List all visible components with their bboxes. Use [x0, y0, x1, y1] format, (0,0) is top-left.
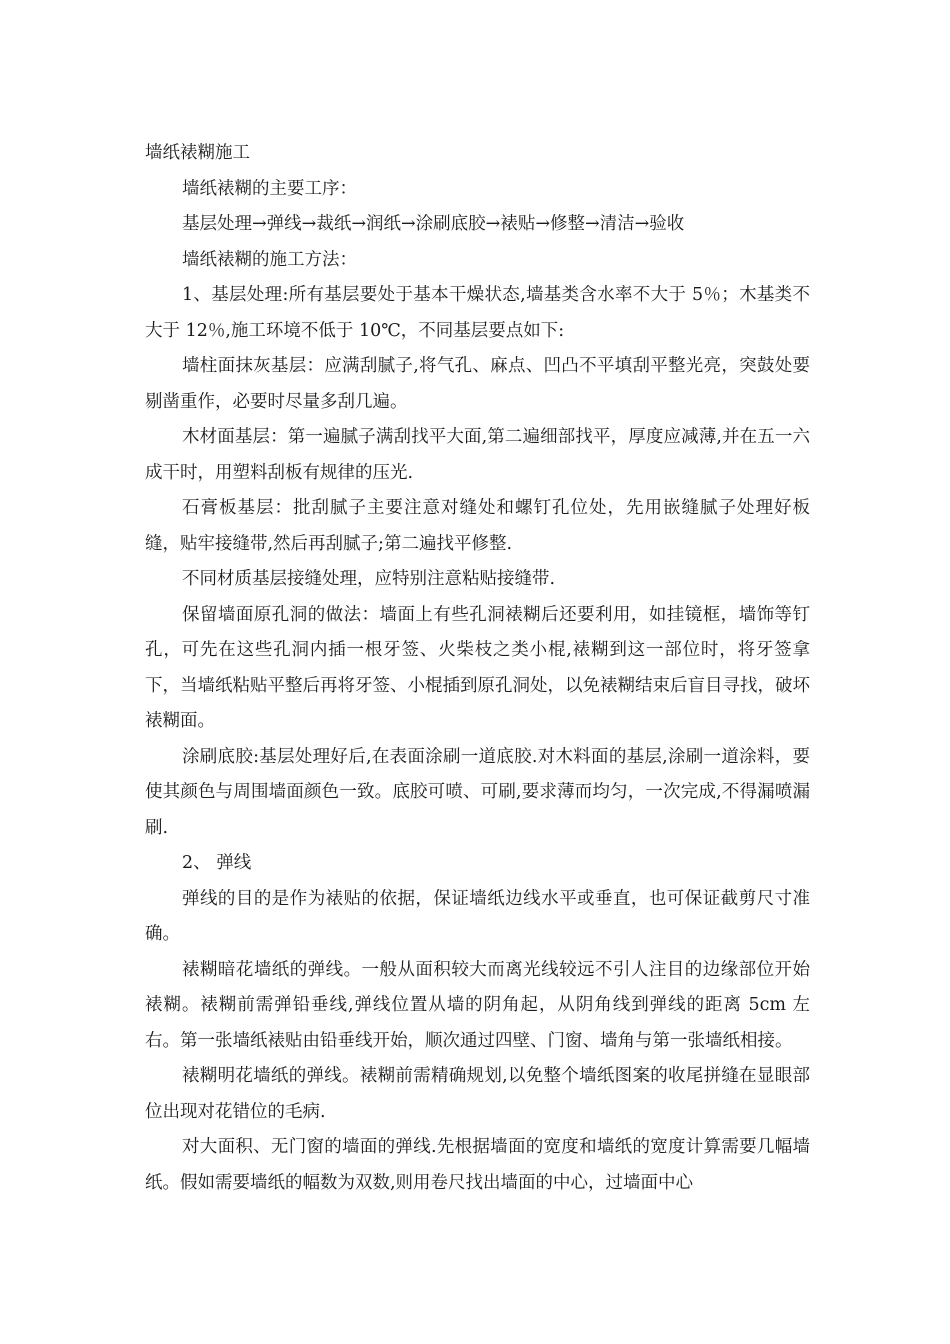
document-body — [145, 136, 810, 1201]
paragraph-hidden-pattern: 裱糊暗花墙纸的弹线。一般从面积较大而离光线较远不引人注目的边缘部位开始裱糊。裱糊前需弹铅垂线,弹线位置从墙的阴角起，从阴角线到弹线的距离 5cm 左右。第一张墙纸裱贴由铅垂线开始，顺次通过四壁、门窗、墙角与第一张墙纸相接。 — [145, 959, 810, 1051]
paragraph-hole-preservation: 保留墙面原孔洞的做法：墙面上有些孔洞裱糊后还要利用，如挂镜框，墙饰等钉孔，可先在这些孔洞内插一根牙签、火柴枝之类小棍,裱糊到这一部位时，将牙签拿下，当墙纸粘贴平整后再将牙签、小棍插到原孔洞处，以免裱糊结束后盲目寻找，破坏裱糊面。 — [145, 604, 810, 731]
paragraph-main-process-heading: 墙纸裱糊的主要工序： — [182, 178, 357, 199]
paragraph-visible-pattern: 裱糊明花墙纸的弹线。裱糊前需精确规划,以免整个墙纸图案的收尾拼缝在显眼部位出现对花错位的毛病. — [145, 1066, 810, 1122]
paragraph-plaster-base: 墙柱面抹灰基层：应满刮腻子,将气孔、麻点、凹凸不平填刮平整光亮，突鼓处要剔凿重作，必要时尽量多刮几遍。 — [145, 356, 810, 412]
paragraph-gypsum-base: 石膏板基层：批刮腻子主要注意对缝处和螺钉孔位处，先用嵌缝腻子处理好板缝，贴牢接缝带,然后再刮腻子;第二遍找平修整. — [145, 498, 810, 554]
paragraph-snapline-heading: 2、 弹线 — [182, 853, 252, 873]
paragraph-primer: 涂刷底胶:基层处理好后,在表面涂刷一道底胶.对木料面的基层,涂刷一道涂料，要使其颜色与周围墙面颜色一致。底胶可喷、可刷,要求薄而均匀，一次完成,不得漏喷漏刷. — [145, 746, 810, 838]
document-title: 墙纸裱糊施工 — [145, 143, 250, 163]
paragraph-base-treatment: 1、基层处理:所有基层要处于基本干燥状态,墙基类含水率不大于 5％；木基类不大于 12％,施工环境不低于 10℃，不同基层要点如下: — [145, 285, 810, 341]
paragraph-method-heading: 墙纸裱糊的施工方法： — [182, 249, 357, 270]
paragraph-process-flow: 基层处理→弹线→裁纸→润纸→涂刷底胶→裱贴→修整→清洁→验收 — [182, 214, 685, 234]
paragraph-joint-treatment: 不同材质基层接缝处理，应特别注意粘贴接缝带. — [182, 569, 556, 589]
paragraph-snapline-purpose: 弹线的目的是作为裱贴的依据，保证墙纸边线水平或垂直，也可保证截剪尺寸准确。 — [145, 888, 810, 944]
paragraph-wood-base: 木材面基层：第一遍腻子满刮找平大面,第二遍细部找平，厚度应减薄,并在五一六成干时，用塑料刮板有规律的压光. — [145, 427, 810, 483]
paragraph-large-wall: 对大面积、无门窗的墙面的弹线.先根据墙面的宽度和墙纸的宽度计算需要几幅墙纸。假如需要墙纸的幅数为双数,则用卷尺找出墙面的中心，过墙面中心 — [145, 1137, 810, 1193]
